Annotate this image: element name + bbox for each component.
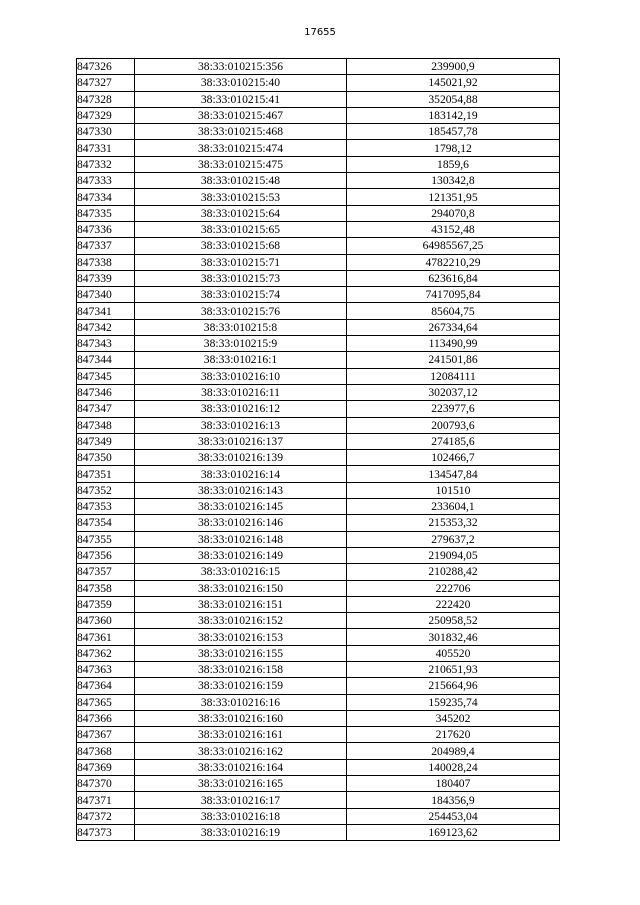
cadastral-value-cell: 64985567,25 bbox=[347, 238, 560, 254]
cadastral-number-cell: 38:33:010216:18 bbox=[135, 808, 347, 824]
cadastral-number-cell: 38:33:010216:158 bbox=[135, 661, 347, 677]
cadastral-number-cell: 38:33:010216:137 bbox=[135, 433, 347, 449]
table-body bbox=[77, 59, 560, 841]
cadastral-number-cell: 38:33:010216:146 bbox=[135, 515, 347, 531]
cadastral-value-cell: 204989,4 bbox=[347, 743, 560, 759]
table-row bbox=[77, 613, 560, 629]
cadastral-value-cell: 121351,95 bbox=[347, 189, 560, 205]
table-row bbox=[77, 433, 560, 449]
table-row bbox=[77, 401, 560, 417]
row-number-cell: 847357 bbox=[77, 564, 135, 580]
cadastral-value-cell: 241501,86 bbox=[347, 352, 560, 368]
table-row bbox=[77, 727, 560, 743]
cadastral-value-cell: 217620 bbox=[347, 727, 560, 743]
table-row bbox=[77, 319, 560, 335]
cadastral-number-cell: 38:33:010216:153 bbox=[135, 629, 347, 645]
table-row bbox=[77, 287, 560, 303]
table-row bbox=[77, 140, 560, 156]
row-number-cell: 847345 bbox=[77, 368, 135, 384]
row-number-cell: 847366 bbox=[77, 710, 135, 726]
table-row bbox=[77, 678, 560, 694]
cadastral-number-cell: 38:33:010215:468 bbox=[135, 124, 347, 140]
table-row bbox=[77, 75, 560, 91]
cadastral-value-cell: 274185,6 bbox=[347, 433, 560, 449]
cadastral-number-cell: 38:33:010215:48 bbox=[135, 173, 347, 189]
cadastral-number-cell: 38:33:010216:139 bbox=[135, 450, 347, 466]
row-number-cell: 847349 bbox=[77, 433, 135, 449]
cadastral-value-cell: 169123,62 bbox=[347, 824, 560, 840]
cadastral-number-cell: 38:33:010215:65 bbox=[135, 221, 347, 237]
table-row bbox=[77, 776, 560, 792]
row-number-cell: 847327 bbox=[77, 75, 135, 91]
cadastral-value-cell: 254453,04 bbox=[347, 808, 560, 824]
table-row bbox=[77, 580, 560, 596]
cadastral-value-cell: 223977,6 bbox=[347, 401, 560, 417]
cadastral-value-cell: 145021,92 bbox=[347, 75, 560, 91]
table-row bbox=[77, 254, 560, 270]
row-number-cell: 847328 bbox=[77, 91, 135, 107]
row-number-cell: 847359 bbox=[77, 596, 135, 612]
row-number-cell: 847362 bbox=[77, 645, 135, 661]
cadastral-value-table bbox=[76, 58, 560, 841]
cadastral-number-cell: 38:33:010216:17 bbox=[135, 792, 347, 808]
table-row bbox=[77, 59, 560, 75]
cadastral-number-cell: 38:33:010215:74 bbox=[135, 287, 347, 303]
row-number-cell: 847370 bbox=[77, 776, 135, 792]
table-row bbox=[77, 466, 560, 482]
cadastral-number-cell: 38:33:010216:160 bbox=[135, 710, 347, 726]
table-row bbox=[77, 792, 560, 808]
cadastral-number-cell: 38:33:010216:15 bbox=[135, 564, 347, 580]
row-number-cell: 847335 bbox=[77, 205, 135, 221]
row-number-cell: 847372 bbox=[77, 808, 135, 824]
table-row bbox=[77, 629, 560, 645]
cadastral-value-cell: 215664,96 bbox=[347, 678, 560, 694]
row-number-cell: 847330 bbox=[77, 124, 135, 140]
row-number-cell: 847337 bbox=[77, 238, 135, 254]
row-number-cell: 847347 bbox=[77, 401, 135, 417]
cadastral-value-cell: 85604,75 bbox=[347, 303, 560, 319]
cadastral-value-cell: 200793,6 bbox=[347, 417, 560, 433]
cadastral-number-cell: 38:33:010216:148 bbox=[135, 531, 347, 547]
table-row bbox=[77, 564, 560, 580]
table-row bbox=[77, 417, 560, 433]
table-row bbox=[77, 156, 560, 172]
cadastral-value-cell: 7417095,84 bbox=[347, 287, 560, 303]
cadastral-number-cell: 38:33:010216:152 bbox=[135, 613, 347, 629]
table-row bbox=[77, 91, 560, 107]
cadastral-number-cell: 38:33:010216:162 bbox=[135, 743, 347, 759]
table-row bbox=[77, 384, 560, 400]
cadastral-value-cell: 183142,19 bbox=[347, 107, 560, 123]
row-number-cell: 847331 bbox=[77, 140, 135, 156]
row-number-cell: 847340 bbox=[77, 287, 135, 303]
row-number-cell: 847371 bbox=[77, 792, 135, 808]
cadastral-value-cell: 345202 bbox=[347, 710, 560, 726]
cadastral-number-cell: 38:33:010216:155 bbox=[135, 645, 347, 661]
row-number-cell: 847350 bbox=[77, 450, 135, 466]
cadastral-value-cell: 185457,78 bbox=[347, 124, 560, 140]
cadastral-number-cell: 38:33:010216:145 bbox=[135, 499, 347, 515]
table-row bbox=[77, 499, 560, 515]
cadastral-value-cell: 239900,9 bbox=[347, 59, 560, 75]
row-number-cell: 847334 bbox=[77, 189, 135, 205]
row-number-cell: 847339 bbox=[77, 270, 135, 286]
cadastral-value-cell: 140028,24 bbox=[347, 759, 560, 775]
cadastral-value-cell: 405520 bbox=[347, 645, 560, 661]
table-row bbox=[77, 205, 560, 221]
row-number-cell: 847326 bbox=[77, 59, 135, 75]
cadastral-value-cell: 43152,48 bbox=[347, 221, 560, 237]
row-number-cell: 847348 bbox=[77, 417, 135, 433]
cadastral-number-cell: 38:33:010216:161 bbox=[135, 727, 347, 743]
row-number-cell: 847344 bbox=[77, 352, 135, 368]
cadastral-number-cell: 38:33:010216:14 bbox=[135, 466, 347, 482]
cadastral-value-cell: 215353,32 bbox=[347, 515, 560, 531]
row-number-cell: 847341 bbox=[77, 303, 135, 319]
cadastral-number-cell: 38:33:010215:71 bbox=[135, 254, 347, 270]
table-row bbox=[77, 368, 560, 384]
table-row bbox=[77, 173, 560, 189]
table-row bbox=[77, 107, 560, 123]
cadastral-value-cell: 12084111 bbox=[347, 368, 560, 384]
row-number-cell: 847361 bbox=[77, 629, 135, 645]
cadastral-value-cell: 302037,12 bbox=[347, 384, 560, 400]
row-number-cell: 847346 bbox=[77, 384, 135, 400]
row-number-cell: 847360 bbox=[77, 613, 135, 629]
table-row bbox=[77, 531, 560, 547]
cadastral-number-cell: 38:33:010215:474 bbox=[135, 140, 347, 156]
page-number: 17655 bbox=[304, 27, 336, 38]
cadastral-value-cell: 1859,6 bbox=[347, 156, 560, 172]
table-row bbox=[77, 743, 560, 759]
table-row bbox=[77, 238, 560, 254]
cadastral-number-cell: 38:33:010216:159 bbox=[135, 678, 347, 694]
table-row bbox=[77, 352, 560, 368]
cadastral-number-cell: 38:33:010216:1 bbox=[135, 352, 347, 368]
cadastral-number-cell: 38:33:010215:64 bbox=[135, 205, 347, 221]
row-number-cell: 847356 bbox=[77, 547, 135, 563]
cadastral-value-cell: 101510 bbox=[347, 482, 560, 498]
cadastral-value-cell: 184356,9 bbox=[347, 792, 560, 808]
table-row bbox=[77, 824, 560, 840]
table-row bbox=[77, 808, 560, 824]
cadastral-value-cell: 222420 bbox=[347, 596, 560, 612]
cadastral-number-cell: 38:33:010215:8 bbox=[135, 319, 347, 335]
cadastral-number-cell: 38:33:010216:164 bbox=[135, 759, 347, 775]
table-row bbox=[77, 270, 560, 286]
row-number-cell: 847373 bbox=[77, 824, 135, 840]
row-number-cell: 847369 bbox=[77, 759, 135, 775]
cadastral-number-cell: 38:33:010216:12 bbox=[135, 401, 347, 417]
table-row bbox=[77, 189, 560, 205]
cadastral-number-cell: 38:33:010216:150 bbox=[135, 580, 347, 596]
row-number-cell: 847352 bbox=[77, 482, 135, 498]
cadastral-number-cell: 38:33:010216:19 bbox=[135, 824, 347, 840]
cadastral-number-cell: 38:33:010216:151 bbox=[135, 596, 347, 612]
row-number-cell: 847342 bbox=[77, 319, 135, 335]
table-row bbox=[77, 547, 560, 563]
cadastral-number-cell: 38:33:010216:149 bbox=[135, 547, 347, 563]
cadastral-number-cell: 38:33:010216:10 bbox=[135, 368, 347, 384]
row-number-cell: 847338 bbox=[77, 254, 135, 270]
cadastral-number-cell: 38:33:010215:68 bbox=[135, 238, 347, 254]
row-number-cell: 847333 bbox=[77, 173, 135, 189]
cadastral-value-cell: 219094,05 bbox=[347, 547, 560, 563]
row-number-cell: 847355 bbox=[77, 531, 135, 547]
cadastral-number-cell: 38:33:010215:40 bbox=[135, 75, 347, 91]
cadastral-value-cell: 301832,46 bbox=[347, 629, 560, 645]
cadastral-value-cell: 1798,12 bbox=[347, 140, 560, 156]
table-row bbox=[77, 710, 560, 726]
row-number-cell: 847343 bbox=[77, 336, 135, 352]
cadastral-value-cell: 294070,8 bbox=[347, 205, 560, 221]
cadastral-number-cell: 38:33:010215:41 bbox=[135, 91, 347, 107]
table-row bbox=[77, 515, 560, 531]
row-number-cell: 847367 bbox=[77, 727, 135, 743]
cadastral-number-cell: 38:33:010216:13 bbox=[135, 417, 347, 433]
row-number-cell: 847363 bbox=[77, 661, 135, 677]
table-row bbox=[77, 482, 560, 498]
cadastral-value-cell: 233604,1 bbox=[347, 499, 560, 515]
cadastral-number-cell: 38:33:010215:73 bbox=[135, 270, 347, 286]
table-row bbox=[77, 124, 560, 140]
cadastral-number-cell: 38:33:010215:467 bbox=[135, 107, 347, 123]
cadastral-value-cell: 222706 bbox=[347, 580, 560, 596]
cadastral-number-cell: 38:33:010215:356 bbox=[135, 59, 347, 75]
cadastral-value-cell: 130342,8 bbox=[347, 173, 560, 189]
cadastral-number-cell: 38:33:010216:11 bbox=[135, 384, 347, 400]
cadastral-value-cell: 113490,99 bbox=[347, 336, 560, 352]
cadastral-value-cell: 267334,64 bbox=[347, 319, 560, 335]
row-number-cell: 847354 bbox=[77, 515, 135, 531]
cadastral-value-cell: 210288,42 bbox=[347, 564, 560, 580]
cadastral-value-cell: 623616,84 bbox=[347, 270, 560, 286]
table-row bbox=[77, 450, 560, 466]
cadastral-value-cell: 159235,74 bbox=[347, 694, 560, 710]
cadastral-value-cell: 4782210,29 bbox=[347, 254, 560, 270]
table-row bbox=[77, 221, 560, 237]
cadastral-number-cell: 38:33:010215:53 bbox=[135, 189, 347, 205]
cadastral-number-cell: 38:33:010216:165 bbox=[135, 776, 347, 792]
table-row bbox=[77, 596, 560, 612]
cadastral-value-cell: 210651,93 bbox=[347, 661, 560, 677]
cadastral-number-cell: 38:33:010215:475 bbox=[135, 156, 347, 172]
row-number-cell: 847368 bbox=[77, 743, 135, 759]
table-row bbox=[77, 661, 560, 677]
cadastral-value-cell: 134547,84 bbox=[347, 466, 560, 482]
cadastral-number-cell: 38:33:010216:16 bbox=[135, 694, 347, 710]
row-number-cell: 847364 bbox=[77, 678, 135, 694]
cadastral-value-cell: 250958,52 bbox=[347, 613, 560, 629]
table-row bbox=[77, 336, 560, 352]
cadastral-number-cell: 38:33:010215:76 bbox=[135, 303, 347, 319]
row-number-cell: 847358 bbox=[77, 580, 135, 596]
row-number-cell: 847351 bbox=[77, 466, 135, 482]
cadastral-value-cell: 352054,88 bbox=[347, 91, 560, 107]
cadastral-value-cell: 180407 bbox=[347, 776, 560, 792]
row-number-cell: 847332 bbox=[77, 156, 135, 172]
cadastral-number-cell: 38:33:010215:9 bbox=[135, 336, 347, 352]
cadastral-number-cell: 38:33:010216:143 bbox=[135, 482, 347, 498]
row-number-cell: 847353 bbox=[77, 499, 135, 515]
cadastral-value-cell: 279637,2 bbox=[347, 531, 560, 547]
table-row bbox=[77, 759, 560, 775]
row-number-cell: 847336 bbox=[77, 221, 135, 237]
row-number-cell: 847329 bbox=[77, 107, 135, 123]
table-row bbox=[77, 694, 560, 710]
table-row bbox=[77, 645, 560, 661]
row-number-cell: 847365 bbox=[77, 694, 135, 710]
cadastral-value-cell: 102466,7 bbox=[347, 450, 560, 466]
table-row bbox=[77, 303, 560, 319]
